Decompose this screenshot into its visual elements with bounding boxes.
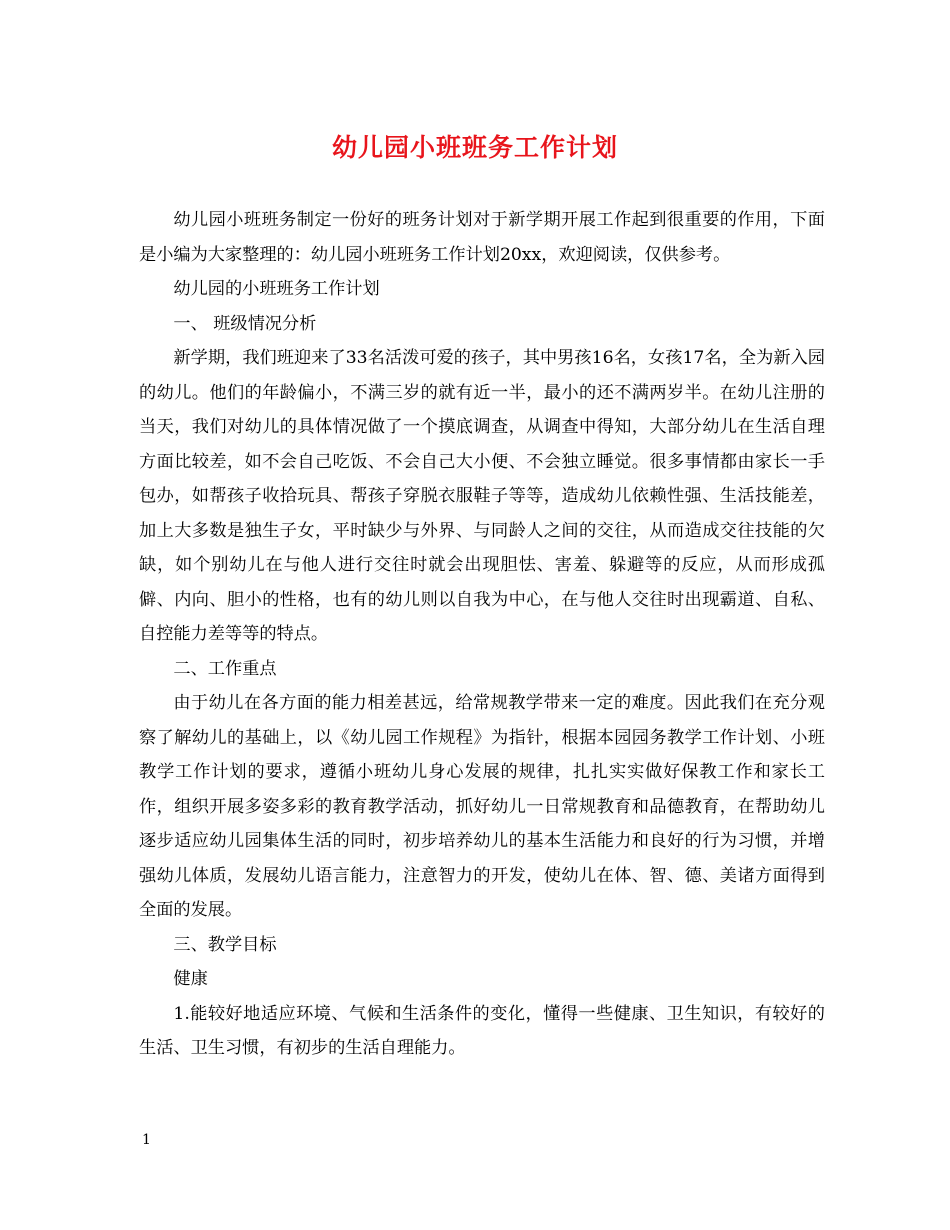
section-heading-3: 三、教学目标: [173, 934, 277, 955]
page-number: 1: [142, 1132, 151, 1148]
section-heading-1: 一、 班级情况分析: [173, 313, 317, 334]
subtitle-paragraph: 幼儿园的小班班务工作计划: [173, 279, 380, 299]
health-goal-1: 1.能较好地适应环境、气候和生活条件的变化，懂得一些健康、卫生知识，有较好的生活、卫生习惯，有初步的生活自理能力。: [139, 1003, 825, 1058]
intro-paragraph: 幼儿园小班班务制定一份好的班务计划对于新学期开展工作起到很重要的作用，下面是小编为大家整理的：幼儿园小班班务工作计划20xx，欢迎阅读，仅供参考。: [139, 210, 825, 265]
subheading-health: 健康: [173, 969, 208, 989]
work-focus-paragraph: 由于幼儿在各方面的能力相差甚远，给常规教学带来一定的难度。因此我们在充分观察了解幼儿的基础上，以《幼儿园工作规程》为指针，根据本园园务教学工作计划、小班教学工作计划的要求，遵循小班幼儿身心发展的规律，扎扎实实做好保教工作和家长工作，组织开展多姿多彩的教育教学活动，抓好幼儿一日常规教育和品德教育，在帮助幼儿逐步适应幼儿园集体生活的同时，初步培养幼儿的基本生活能力和良好的行为习惯，并增强幼儿体质，发展幼儿语言能力，注意智力的开发，使幼儿在体、智、德、美诸方面得到全面的发展。: [139, 693, 825, 920]
document-body: [139, 203, 825, 1066]
document-title: 幼儿园小班班务工作计划: [331, 133, 618, 162]
class-analysis-paragraph: 新学期，我们班迎来了33名活泼可爱的孩子，其中男孩16名，女孩17名，全为新入园的幼儿。他们的年龄偏小，不满三岁的就有近一半，最小的还不满两岁半。在幼儿注册的当天，我们对幼儿的具体情况做了一个摸底调查，从调查中得知，大部分幼儿在生活自理方面比较差，如不会自己吃饭、不会自己大小便、不会独立睡觉。很多事情都由家长一手包办，如帮孩子收拾玩具、帮孩子穿脱衣服鞋子等等，造成幼儿依赖性强、生活技能差，加上大多数是独生子女，平时缺少与外界、与同龄人之间的交往，从而造成交往技能的欠缺，如个别幼儿在与他人进行交往时就会出现胆怯、害羞、躲避等的反应，从而形成孤僻、内向、胆小的性格，也有的幼儿则以自我为中心，在与他人交往时出现霸道、自私、自控能力差等等的特点。: [139, 348, 825, 644]
section-heading-2: 二、工作重点: [173, 658, 277, 679]
